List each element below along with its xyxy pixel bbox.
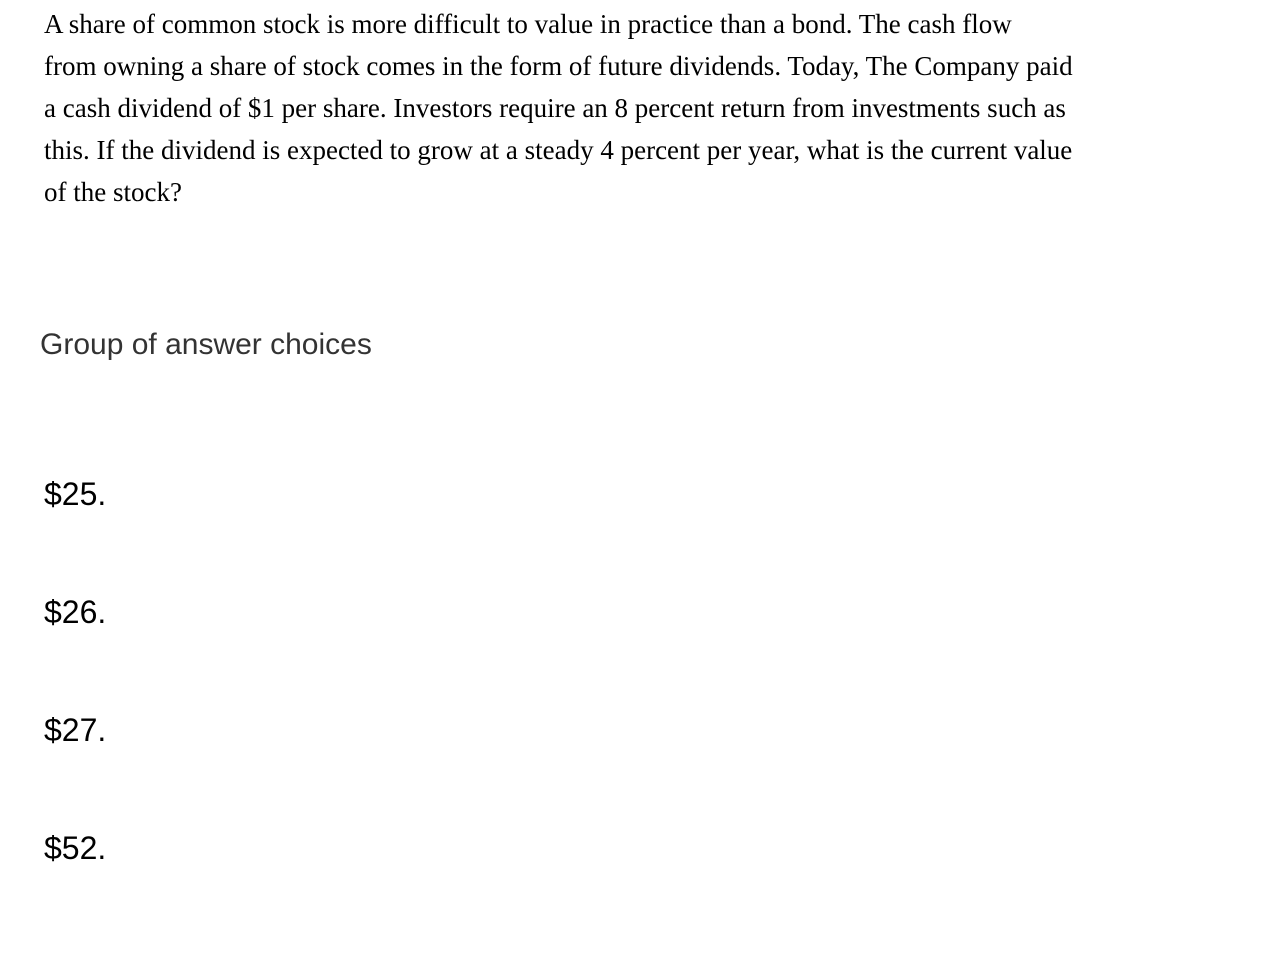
answer-choice-label[interactable]: $27.: [44, 712, 107, 748]
question-line: a cash dividend of $1 per share. Investors require an 8 percent return from investments such as: [44, 93, 1066, 123]
answer-choice-3[interactable]: [40, 702, 640, 758]
answer-choice-label[interactable]: $52.: [44, 830, 107, 866]
answer-choice-label[interactable]: $25.: [44, 476, 107, 512]
question-text: [44, 3, 1194, 213]
answer-group-label: Group of answer choices: [40, 328, 372, 361]
answer-choice-4[interactable]: [40, 820, 640, 876]
answer-choice-2[interactable]: [40, 584, 640, 640]
question-line: from owning a share of stock comes in the form of future dividends. Today, The Company paid: [44, 51, 1073, 81]
question-line: of the stock?: [44, 177, 182, 207]
question-line: this. If the dividend is expected to grow at a steady 4 percent per year, what is the current value: [44, 135, 1073, 165]
question-line: A share of common stock is more difficult to value in practice than a bond. The cash flow: [44, 9, 1012, 39]
answer-choice-label[interactable]: $26.: [44, 594, 107, 630]
answer-choice-1[interactable]: [40, 466, 640, 522]
